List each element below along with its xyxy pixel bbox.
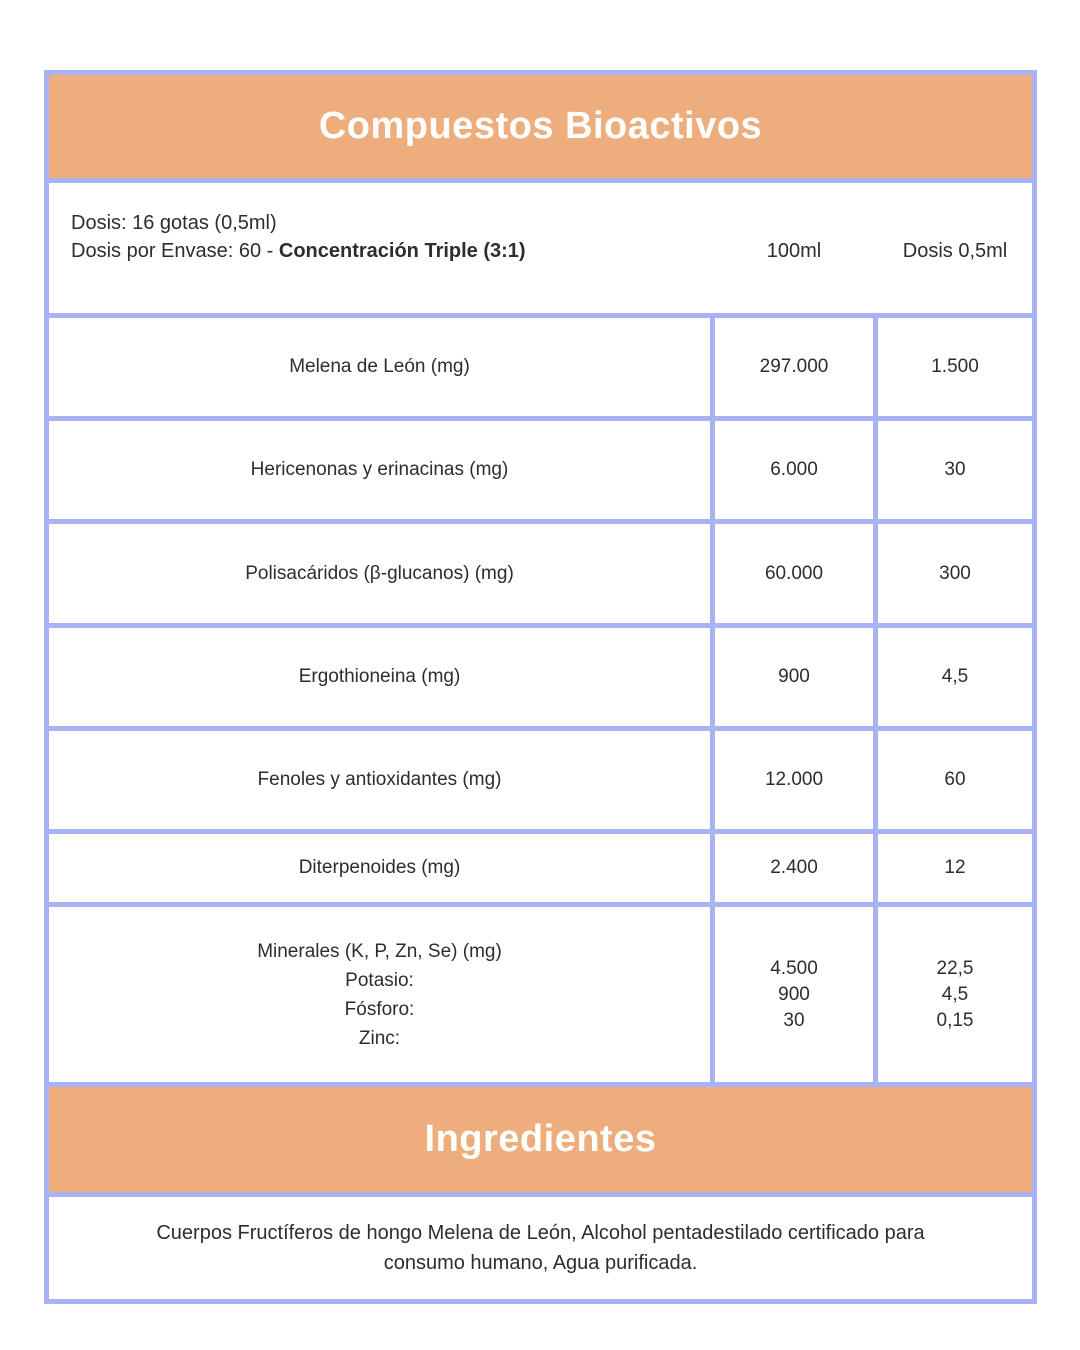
row-label: Ergothioneina (mg) (49, 628, 710, 726)
row-value-100ml: 900 (715, 628, 873, 726)
minerals-value-line: 22,5 (936, 957, 974, 979)
minerals-value-line: 4,5 (941, 983, 969, 1005)
row-label: Hericenonas y erinacinas (mg) (49, 421, 710, 519)
table-row (49, 421, 1032, 519)
row-value-dose: 300 (878, 524, 1032, 623)
ingredients-title: Ingredientes (424, 1118, 657, 1160)
row-value-100ml: 60.000 (715, 524, 873, 623)
row-value-dose: 4,5 (878, 628, 1032, 726)
row-label: Polisacáridos (β-glucanos) (mg) (49, 524, 710, 623)
row-value-100ml: 12.000 (715, 731, 873, 829)
row-label: Fenoles y antioxidantes (mg) (49, 731, 710, 829)
table-row (49, 318, 1032, 416)
minerals-value-line: 30 (783, 1009, 805, 1031)
minerals-label-line: Minerales (K, P, Zn, Se) (mg) (257, 940, 502, 962)
row-value-dose: 12 (878, 834, 1032, 902)
ingredients-text: Cuerpos Fructíferos de hongo Melena de León, Alcohol pentadestilado certificado para consumo humano, Agua purificada. (156, 1222, 925, 1274)
row-label-minerals (49, 907, 710, 1082)
table-row (49, 524, 1032, 623)
minerals-label-line: Zinc: (358, 1027, 401, 1049)
row-value-100ml-minerals (715, 907, 873, 1082)
minerals-value-line: 900 (778, 983, 810, 1005)
row-label: Melena de León (mg) (49, 318, 710, 416)
table-row-minerals (49, 907, 1032, 1082)
row-value-100ml: 2.400 (715, 834, 873, 902)
panel-title: Compuestos Bioactivos (318, 105, 763, 147)
table-row (49, 834, 1032, 902)
concentration-text: Concentración Triple (3:1) (278, 240, 526, 262)
row-value-dose: 30 (878, 421, 1032, 519)
table-row (49, 628, 1032, 726)
column-header-dose: Dosis 0,5ml (902, 240, 1008, 262)
supplement-facts-panel (44, 70, 1037, 1304)
dosage-info-box (49, 183, 1032, 313)
row-label: Diterpenoides (mg) (49, 834, 710, 902)
bioactive-compounds-header (49, 75, 1032, 178)
dosage-per-container (71, 237, 710, 265)
ingredients-text-box (49, 1197, 1032, 1299)
dosage-line2 (71, 237, 1032, 265)
row-value-dose: 1.500 (878, 318, 1032, 416)
dosage-per-container-text: Dosis por Envase: 60 - (71, 240, 279, 262)
row-value-dose: 60 (878, 731, 1032, 829)
ingredients-header (49, 1087, 1032, 1192)
dosage-line1: Dosis: 16 gotas (0,5ml) (71, 212, 277, 234)
row-value-dose-minerals (878, 907, 1032, 1082)
minerals-label-line: Fósforo: (344, 998, 415, 1020)
table-row (49, 731, 1032, 829)
minerals-value-line: 0,15 (936, 1009, 974, 1031)
row-value-100ml: 6.000 (715, 421, 873, 519)
column-header-100ml: 100ml (766, 240, 822, 262)
minerals-value-line: 4.500 (770, 957, 818, 979)
row-value-100ml: 297.000 (715, 318, 873, 416)
minerals-label-line: Potasio: (345, 969, 414, 991)
